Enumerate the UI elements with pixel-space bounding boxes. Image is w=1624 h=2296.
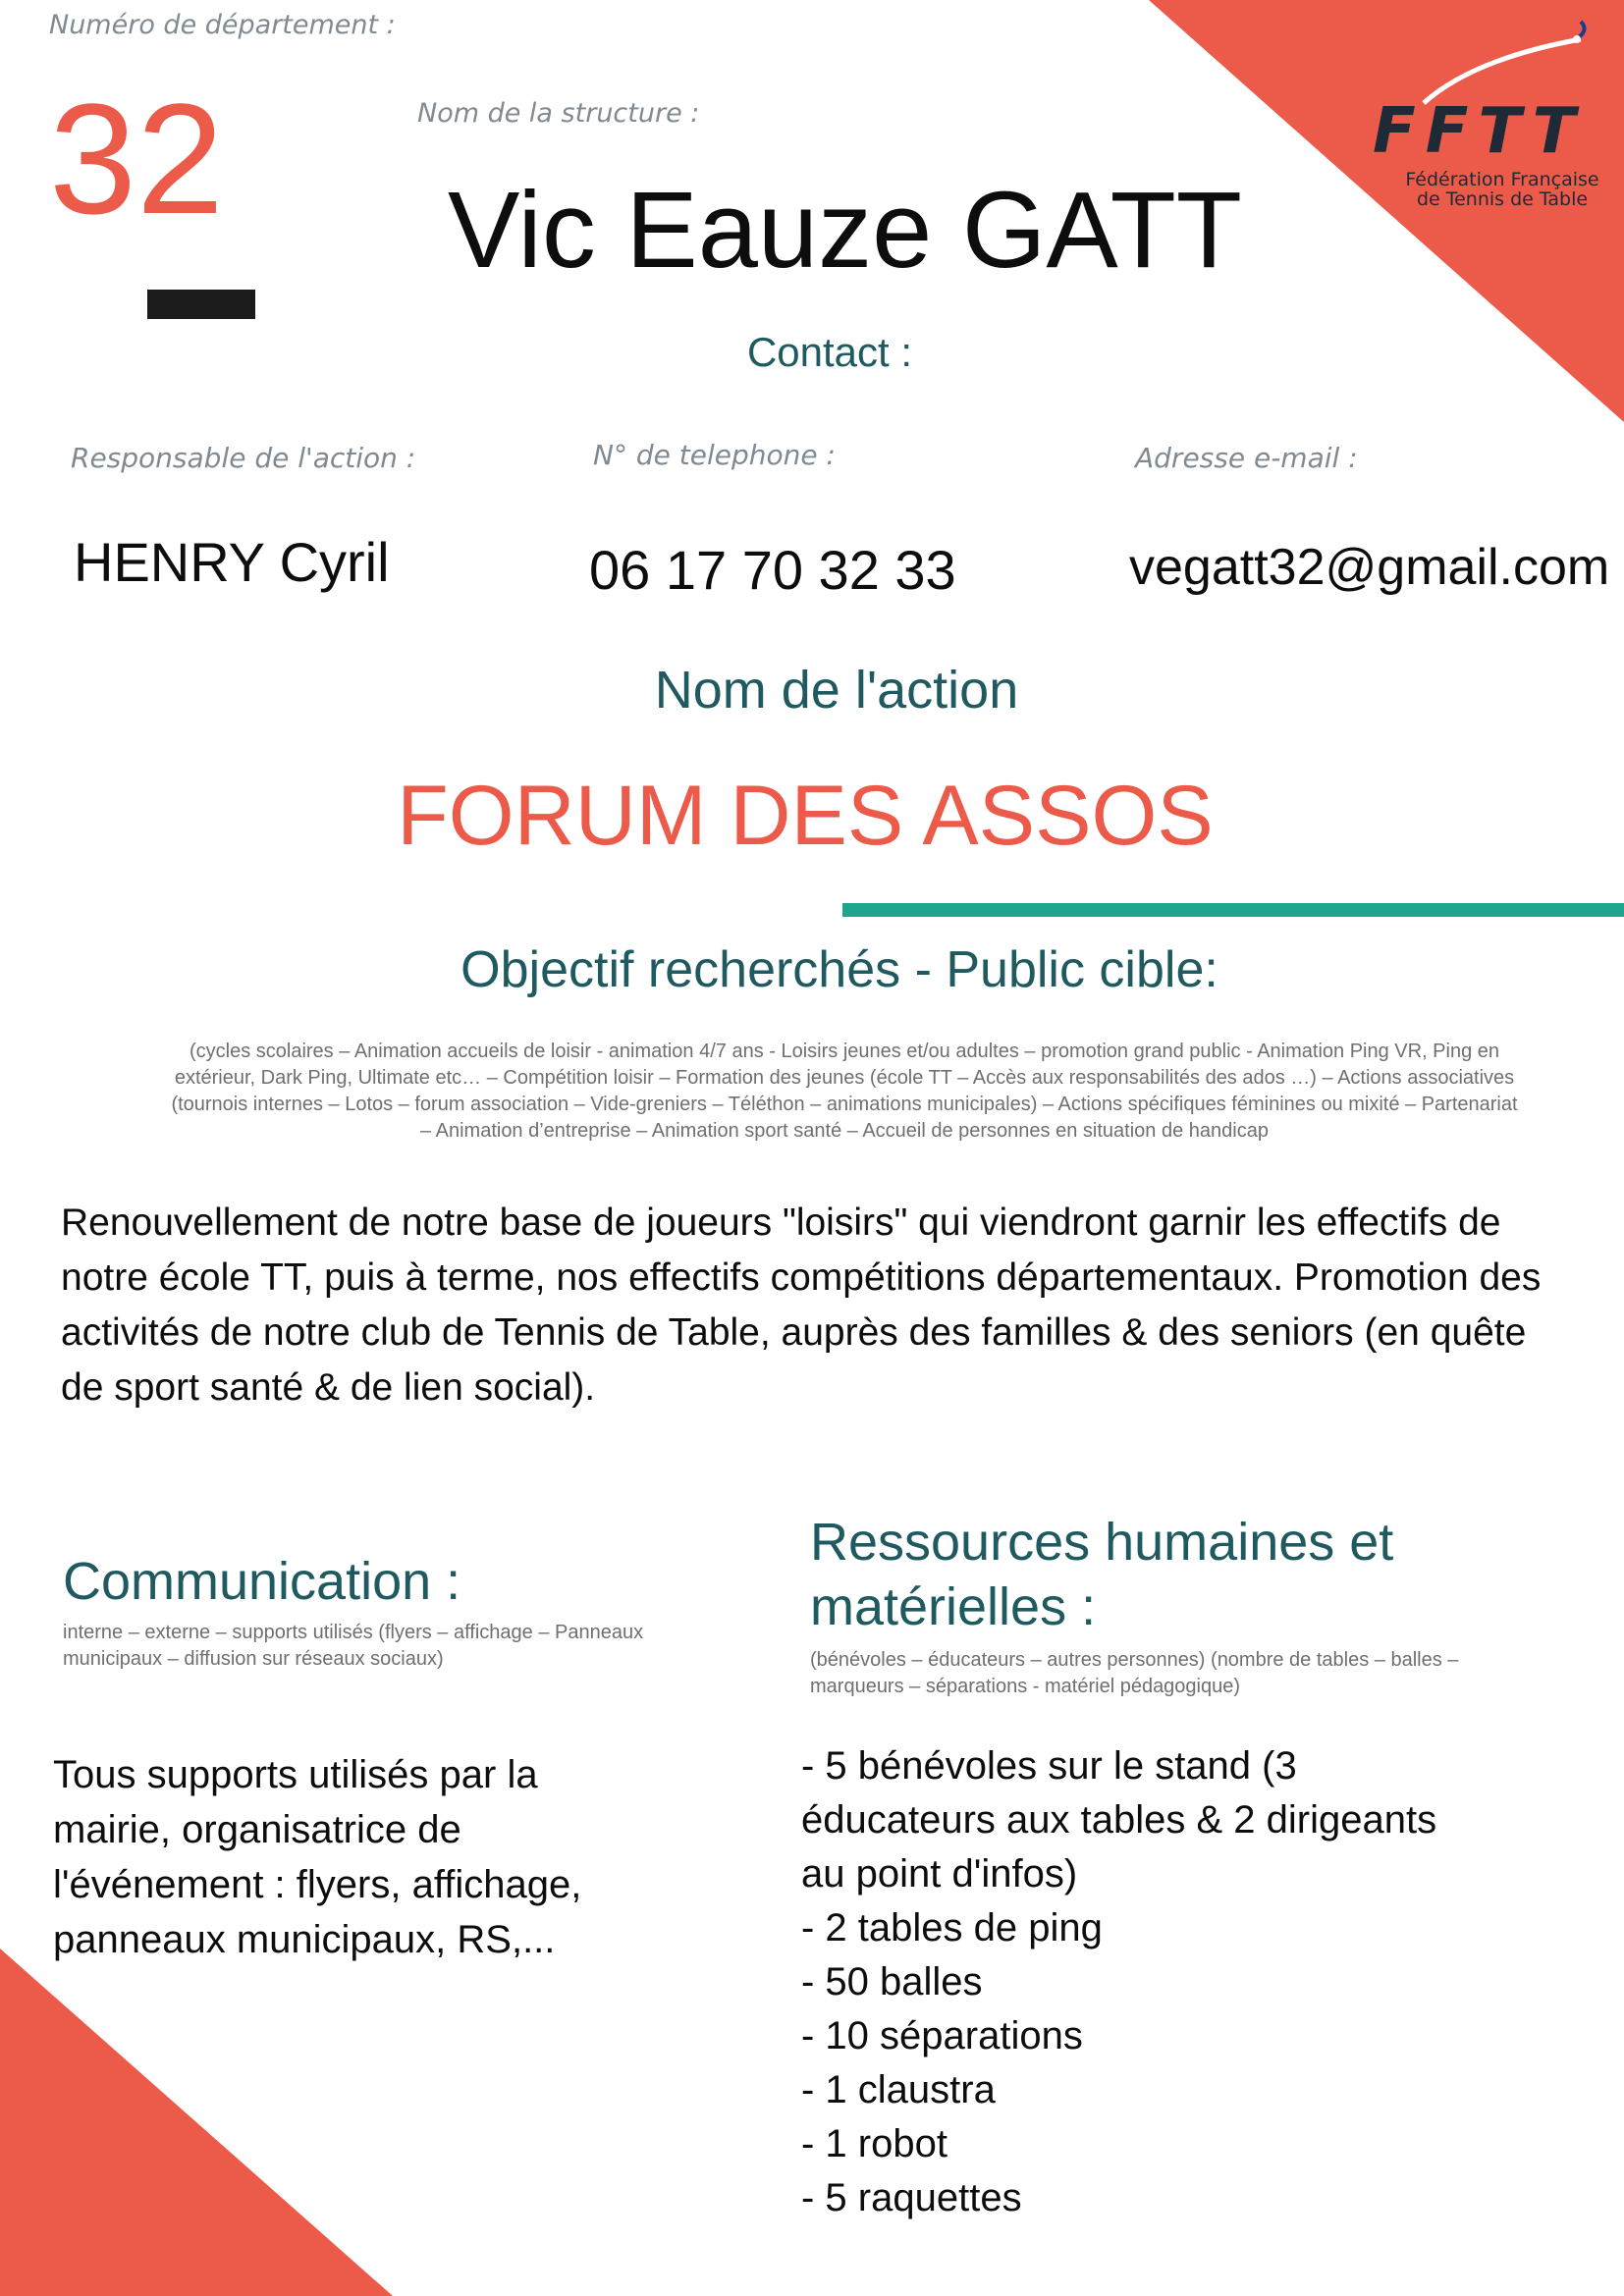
dept-underline	[147, 290, 255, 319]
list-item: - 1 robot	[801, 2122, 947, 2165]
objectif-text: Renouvellement de notre base de joueurs "loisirs" qui viendront garnir les effectifs de notre école TT, puis à terme, nos effectifs compétitions départementaux. Promotion des activités de notre club de Tennis de Table, auprès des familles & des seniors (en quête de sport santé & de lien social).	[61, 1201, 1542, 1409]
teal-divider	[842, 903, 1624, 917]
list-item: - 5 raquettes	[801, 2176, 1022, 2219]
communication-hint: interne – externe – supports utilisés (flyers – affichage – Panneaux municipaux – diffusion sur réseaux sociaux)	[63, 1622, 644, 1670]
list-item: - 2 tables de ping	[801, 1906, 1103, 1949]
ressources-list	[801, 1739, 1489, 2225]
ressources-hint: (bénévoles – éducateurs – autres personnes) (nombre de tables – balles – marqueurs – séparations - matériel pédagogique)	[810, 1649, 1459, 1697]
communication-text: Tous supports utilisés par la mairie, organisatrice de l'événement : flyers, affichage, panneaux municipaux, RS,...	[53, 1753, 582, 1961]
list-item: - 10 séparations	[801, 2014, 1083, 2057]
logo-line2: de Tennis de Table	[1416, 188, 1589, 210]
structure-name: Vic Eauze GATT	[448, 170, 1242, 291]
responsable-label: Responsable de l'action :	[71, 442, 416, 474]
bottom-left-triangle	[0, 1949, 393, 2296]
email-value: vegatt32@gmail.com	[1129, 539, 1610, 596]
phone-label: N° de telephone :	[593, 439, 836, 471]
structure-label: Nom de la structure :	[417, 98, 700, 129]
action-label: Nom de l'action	[654, 661, 1019, 720]
list-item: - 5 bénévoles sur le stand (3 éducateurs aux tables & 2 dirigeants au point d'infos)	[801, 1744, 1437, 1896]
contact-title: Contact :	[746, 329, 913, 375]
dept-label: Numéro de département :	[49, 10, 396, 40]
action-name: FORUM DES ASSOS	[397, 769, 1214, 863]
communication-title: Communication :	[63, 1552, 461, 1611]
fftt-logo	[1355, 10, 1620, 210]
logo-line1: Fédération Française	[1405, 169, 1599, 190]
dept-number: 32	[49, 71, 224, 246]
logo-text: FFTT	[1373, 95, 1586, 168]
objectif-title: Objectif recherchés - Public cible:	[460, 941, 1218, 998]
list-item: - 50 balles	[801, 1960, 983, 2003]
responsable-value: HENRY Cyril	[74, 531, 390, 593]
list-item: - 1 claustra	[801, 2068, 996, 2111]
objectif-hint: (cycles scolaires – Animation accueils de loisir - animation 4/7 ans - Loisirs jeunes et/ou adultes – promotion grand public - Animation Ping VR, Ping en extérieur, Dark Ping, Ultimate etc… – Compétition loisir – Formation des jeunes (école TT – Accès aux responsabilités des ados …) – Actions associatives (tournois internes – Lotos – forum association – Vide-greniers – Téléthon – animations municipales) – Actions spécifiques féminines ou mixité – Partenariat – Animation d’entreprise – Animation sport santé – Accueil de personnes en situation de handicap	[171, 1041, 1518, 1142]
phone-value: 06 17 70 32 33	[589, 539, 956, 601]
ressources-title: Ressources humaines et matérielles :	[810, 1513, 1394, 1636]
email-label: Adresse e-mail :	[1135, 442, 1358, 474]
